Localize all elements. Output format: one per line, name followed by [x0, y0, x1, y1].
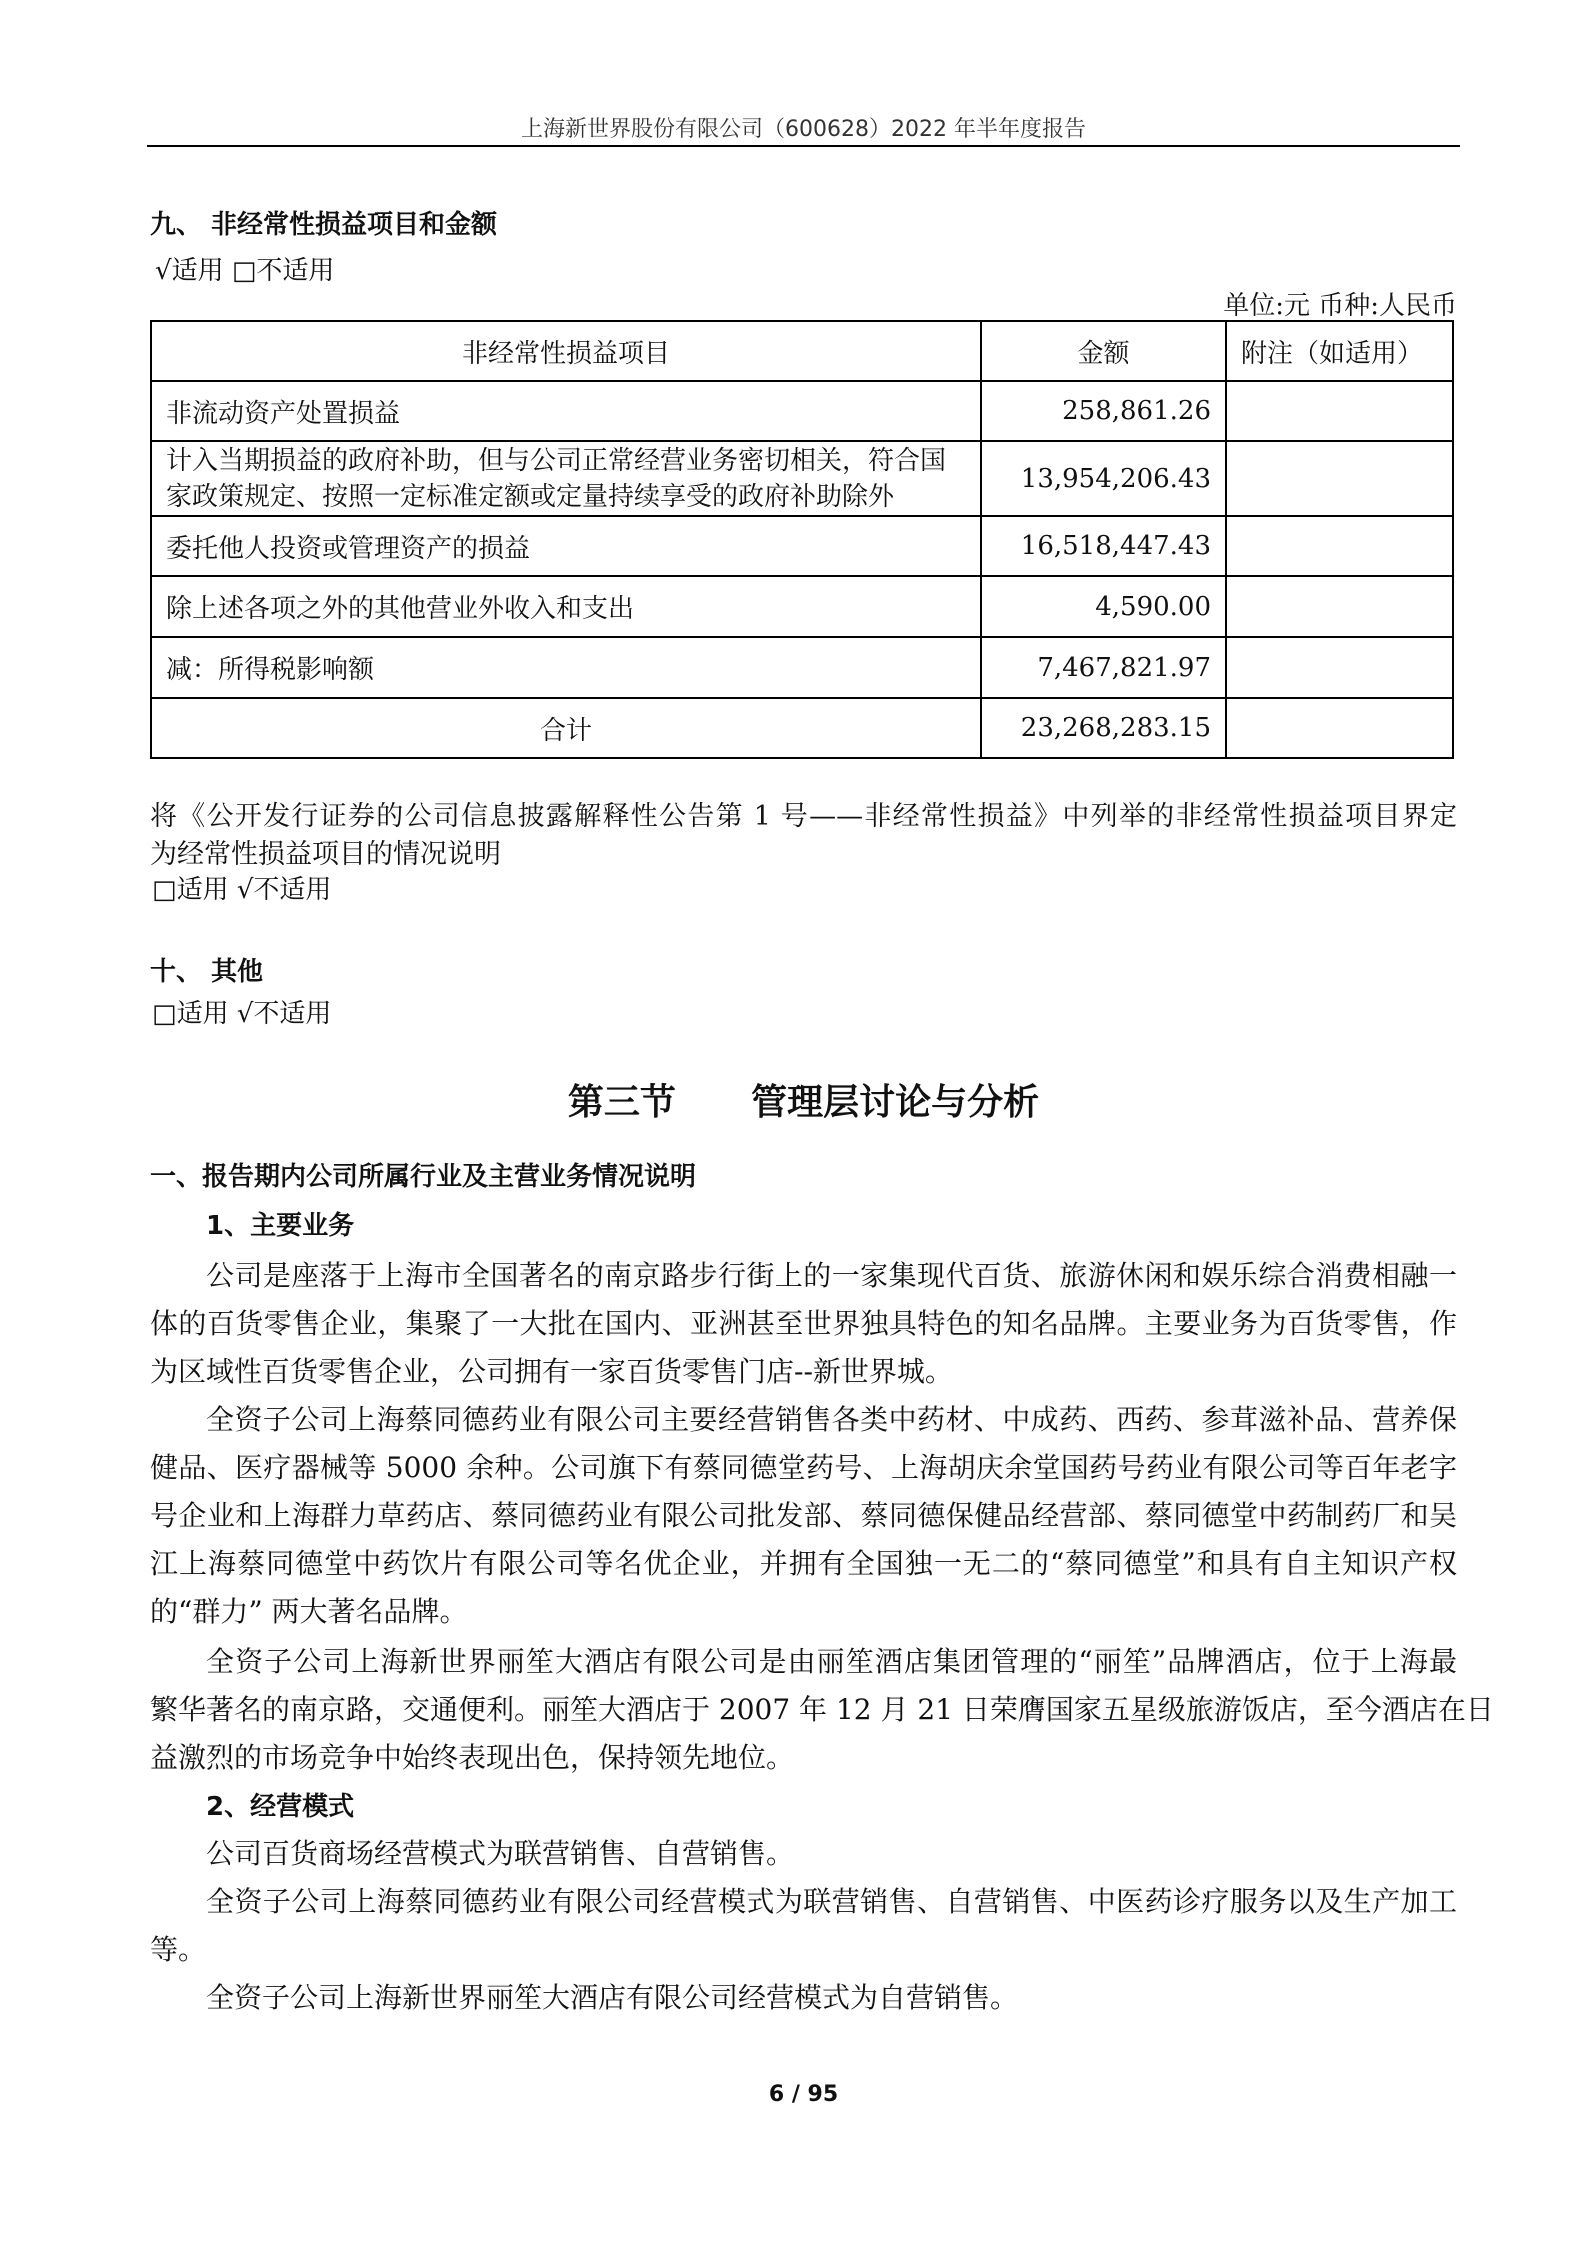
heading-1-1: 1、主要业务 — [206, 1211, 355, 1241]
table-header-row — [151, 321, 1453, 381]
unit-currency: 单位:元 币种:人民币 — [1223, 291, 1457, 321]
non-recurring-table — [150, 320, 1454, 759]
amount: 258,861.26 — [981, 381, 1226, 441]
heading-1: 一、报告期内公司所属行业及主营业务情况说明 — [150, 1162, 697, 1192]
paragraph-line: 全资子公司上海蔡同德药业有限公司主要经营销售各类中药材、中成药、西药、参茸滋补品、营养保 — [206, 1403, 1457, 1436]
amount: 13,954,206.43 — [981, 441, 1226, 516]
table-total-row — [151, 698, 1453, 758]
note — [1226, 698, 1453, 758]
amount: 4,590.00 — [981, 576, 1226, 637]
explain-line: 为经常性损益项目的情况说明 — [150, 839, 501, 870]
note — [1226, 441, 1453, 516]
paragraph-line: 益激烈的市场竞争中始终表现出色，保持领先地位。 — [150, 1741, 795, 1774]
amount: 16,518,447.43 — [981, 516, 1226, 576]
item: 计入当期损益的政府补助，但与公司正常经营业务密切相关，符合国家政策规定、按照一定标准定额或定量持续享受的政府补助除外 — [151, 441, 981, 516]
section-9-title: 九、 非经常性损益项目和金额 — [150, 210, 498, 240]
paragraph-line: 号企业和上海群力草药店、蔡同德药业有限公司批发部、蔡同德保健品经营部、蔡同德堂中药制药厂和吴 — [150, 1499, 1457, 1532]
paragraph-line: 等。 — [150, 1933, 207, 1966]
item: 除上述各项之外的其他营业外收入和支出 — [151, 576, 981, 637]
paragraph-line: 江上海蔡同德堂中药饮片有限公司等名优企业，并拥有全国独一无二的“蔡同德堂”和具有自主知识产权 — [150, 1547, 1457, 1580]
amount: 23,268,283.15 — [981, 698, 1226, 758]
item: 合计 — [151, 698, 981, 758]
paragraph-line: 公司是座落于上海市全国著名的南京路步行街上的一家集现代百货、旅游休闲和娱乐综合消费相融一 — [206, 1259, 1457, 1292]
item: 委托他人投资或管理资产的损益 — [151, 516, 981, 576]
paragraph-line: 体的百货零售企业，集聚了一大批在国内、亚洲甚至世界独具特色的知名品牌。主要业务为百货零售，作 — [150, 1307, 1457, 1340]
paragraph-line: 公司百货商场经营模式为联营销售、自营销售。 — [206, 1837, 795, 1870]
header-rule — [147, 145, 1460, 147]
amount: 7,467,821.97 — [981, 637, 1226, 698]
running-header: 上海新世界股份有限公司（600628）2022 年半年度报告 — [521, 117, 1086, 142]
note — [1226, 637, 1453, 698]
explain-line: 将《公开发行证券的公司信息披露解释性公告第 1 号——非经常性损益》中列举的非经常性损益项目界定 — [150, 801, 1457, 832]
table-row — [151, 516, 1453, 576]
note — [1226, 381, 1453, 441]
table-row — [151, 381, 1453, 441]
paragraph-line: 全资子公司上海蔡同德药业有限公司经营模式为联营销售、自营销售、中医药诊疗服务以及生产加工 — [206, 1885, 1457, 1918]
section-10-title: 十、 其他 — [150, 957, 264, 987]
paragraph-line: 全资子公司上海新世界丽笙大酒店有限公司是由丽笙酒店集团管理的“丽笙”品牌酒店，位于上海最 — [206, 1645, 1457, 1678]
header-item: 非经常性损益项目 — [151, 321, 981, 381]
table-row — [151, 576, 1453, 637]
header-amount: 金额 — [981, 321, 1226, 381]
section-10-applicable: □适用 √不适用 — [152, 999, 332, 1029]
header-note: 附注（如适用） — [1226, 321, 1453, 381]
section-9-applicable: √适用 □不适用 — [155, 256, 335, 286]
heading-1-2: 2、经营模式 — [206, 1792, 355, 1822]
explain-applicable: □适用 √不适用 — [152, 875, 332, 905]
paragraph-line: 健品、医疗器械等 5000 余种。公司旗下有蔡同德堂药号、上海胡庆余堂国药号药业有限公司等百年老字 — [150, 1451, 1457, 1484]
table-row — [151, 637, 1453, 698]
page-number: 6 / 95 — [768, 2082, 839, 2107]
item: 非流动资产处置损益 — [151, 381, 981, 441]
paragraph-line: 全资子公司上海新世界丽笙大酒店有限公司经营模式为自营销售。 — [206, 1981, 1019, 2014]
table-row — [151, 441, 1453, 516]
chapter-title: 第三节 管理层讨论与分析 — [567, 1082, 1040, 1123]
item: 减：所得税影响额 — [151, 637, 981, 698]
paragraph-line: 的“群力” 两大著名品牌。 — [150, 1595, 468, 1628]
paragraph-line: 为区域性百货零售企业，公司拥有一家百货零售门店--新世界城。 — [150, 1355, 953, 1388]
paragraph-line: 繁华著名的南京路，交通便利。丽笙大酒店于 2007 年 12 月 21 日荣膺国家五星级旅游饭店，至今酒店在日 — [150, 1693, 1494, 1726]
note — [1226, 516, 1453, 576]
note — [1226, 576, 1453, 637]
